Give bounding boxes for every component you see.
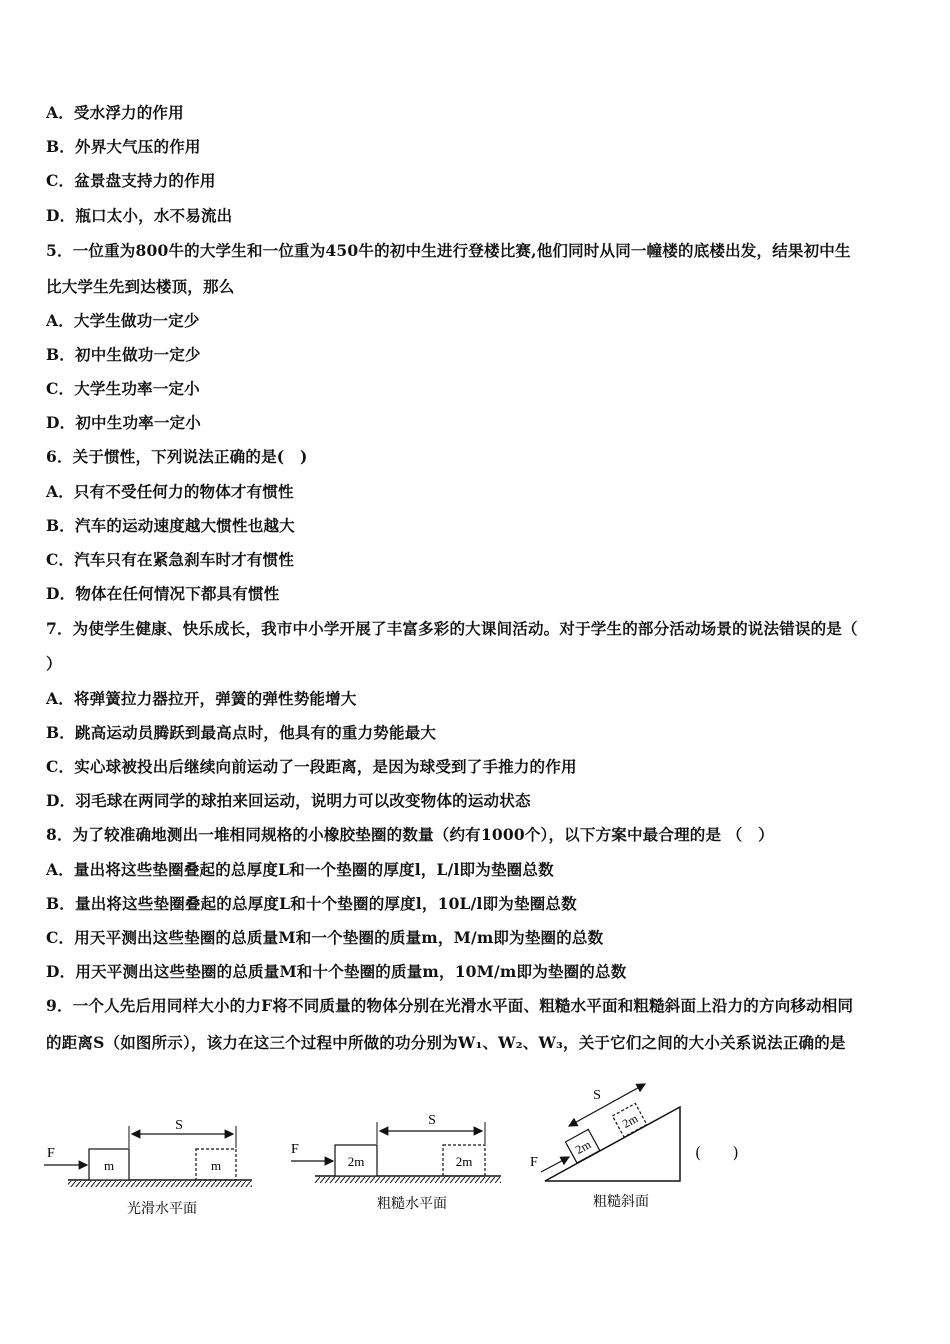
caption-rough: 粗糙水平面 [377,1197,447,1212]
q6-option-b: B．汽车的运动速度越大惯性也越大 [46,516,295,535]
block-end-mass-label: 2m [620,1111,641,1131]
q5-option-d: D．初中生功率一定小 [46,413,201,432]
figure-smooth-surface [40,1110,270,1220]
q5-stem-line1: 5．一位重为800牛的大学生和一位重为450牛的初中生进行登楼比赛,他们同时从同一幢楼的底楼出发，结果初中生 [46,241,851,260]
q9-stem-line2: 的距离S（如图所示），该力在这三个过程中所做的功分别为W₁、W₂、W₃，关于它们之间的大小关系说法正确的是 [46,1033,846,1052]
q4-option-d: D．瓶口太小，水不易流出 [46,206,233,225]
q7-option-c: C．实心球被投出后继续向前运动了一段距离，是因为球受到了手推力的作用 [46,757,577,776]
force-label: F [530,1155,538,1170]
figure-rough-incline [525,1068,705,1218]
q7-option-a: A．将弹簧拉力器拉开，弹簧的弹性势能增大 [46,689,357,708]
block-mass-label: 2m [347,1154,365,1169]
q5-option-a: A．大学生做功一定少 [46,311,200,330]
q4-option-b: B．外界大气压的作用 [46,137,201,156]
q8-option-d: D．用天平测出这些垫圈的总质量M和十个垫圈的质量m，10M/m即为垫圈的总数 [46,962,627,981]
q5-option-b: B．初中生做功一定少 [46,345,201,364]
q7-stem-line1: 7．为使学生健康、快乐成长，我市中小学开展了丰富多彩的大课间活动。对于学生的部分活动场景的说法错误的是（ [46,619,858,638]
q7-option-b: B．跳高运动员腾跃到最高点时，他具有的重力势能最大 [46,723,437,742]
q5-option-c: C．大学生功率一定小 [46,379,200,398]
distance-label: S [428,1113,436,1128]
block-end-mass-label: 2m [455,1154,473,1169]
block-end [612,1103,646,1137]
force-label: F [47,1146,55,1161]
distance-label: S [593,1088,601,1103]
distance-label: S [175,1118,183,1133]
q7-stem-line2: ） [46,654,62,673]
caption-smooth: 光滑水平面 [127,1202,197,1217]
q6-stem: 6．关于惯性，下列说法正确的是( ) [46,447,308,466]
caption-incline: 粗糙斜面 [593,1195,649,1210]
q4-option-a: A．受水浮力的作用 [46,103,184,122]
q6-option-a: A．只有不受任何力的物体才有惯性 [46,482,294,501]
q8-option-b: B．量出将这些垫圈叠起的总厚度L和十个垫圈的厚度l，10L/l即为垫圈总数 [46,894,577,913]
q8-stem: 8．为了较准确地测出一堆相同规格的小橡胶垫圈的数量（约有1000个），以下方案中最合理的是 （ ） [46,825,774,844]
incline [545,1107,680,1181]
block-end-mass-label: m [210,1158,222,1173]
q4-option-c: C．盆景盘支持力的作用 [46,171,216,190]
block-start [565,1129,599,1163]
q7-option-d: D．羽毛球在两同学的球拍来回运动，说明力可以改变物体的运动状态 [46,791,531,810]
block-mass-label: m [103,1158,115,1173]
block-mass-label: 2m [573,1137,594,1157]
ground-hatch [315,1177,501,1183]
q5-stem-line2: 比大学生先到达楼顶，那么 [46,277,235,296]
q6-option-d: D．物体在任何情况下都具有惯性 [46,584,280,603]
ground-hatch [68,1181,252,1187]
force-label: F [291,1142,299,1157]
q8-option-a: A．量出将这些垫圈叠起的总厚度L和一个垫圈的厚度l，L/l即为垫圈总数 [46,860,554,879]
q9-stem-line1: 9．一个人先后用同样大小的力F将不同质量的物体分别在光滑水平面、粗糙水平面和粗糙斜面上沿力的方向移动相同 [46,996,854,1015]
figure-rough-surface [285,1105,515,1217]
q6-option-c: C．汽车只有在紧急刹车时才有惯性 [46,550,295,569]
q8-option-c: C．用天平测出这些垫圈的总质量M和一个垫圈的质量m，M/m即为垫圈的总数 [46,928,604,947]
q9-answer-blank: ( ) [695,1144,739,1162]
